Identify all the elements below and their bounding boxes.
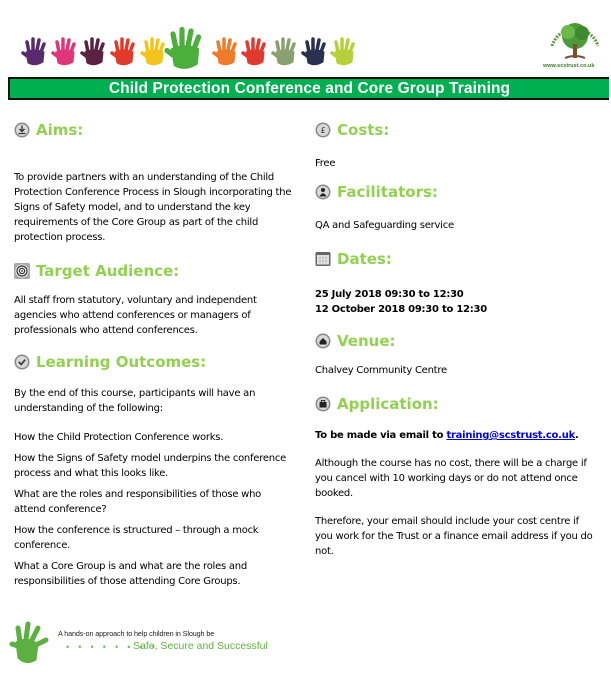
costs-value: Free bbox=[315, 158, 336, 169]
learning-outcomes-intro: By the end of this course, participants will have an understanding of the following: bbox=[14, 388, 256, 414]
left-column bbox=[14, 118, 304, 595]
dates-title: Dates: bbox=[337, 249, 392, 268]
footer-slogan: Safe, Secure and Successful bbox=[133, 640, 268, 652]
tree-logo-icon bbox=[540, 6, 610, 66]
dates-list bbox=[315, 287, 607, 317]
target-audience-title: Target Audience: bbox=[36, 261, 180, 280]
logo-url: www.scstrust.co.uk bbox=[543, 63, 595, 69]
download-icon bbox=[14, 122, 30, 138]
green-hand-icon bbox=[8, 620, 54, 668]
aims-title: Aims: bbox=[36, 120, 84, 139]
learning-outcomes-title: Learning Outcomes: bbox=[36, 352, 207, 371]
facilitators-heading bbox=[315, 180, 607, 204]
application-title: Application: bbox=[337, 394, 439, 413]
svg-text:£: £ bbox=[320, 126, 326, 135]
application-heading bbox=[315, 392, 607, 416]
colorful-hands-image bbox=[20, 18, 365, 70]
venue-title: Venue: bbox=[337, 331, 396, 350]
footer-branding bbox=[8, 622, 268, 667]
cost-centre-text: Therefore, your email should include your cost centre if you work for the Trust or a finance email address if you do not. bbox=[315, 516, 593, 557]
email-link[interactable]: training@scstrust.co.uk bbox=[446, 430, 575, 441]
learning-outcomes-heading bbox=[14, 350, 304, 374]
calendar-icon bbox=[315, 251, 331, 267]
dates-heading bbox=[315, 247, 607, 271]
application-email-line: To be made via email to training@scstrust.co.uk. bbox=[315, 430, 579, 441]
aims-text: To provide partners with an understanding of the Child Protection Conference Process in Slough incorporating the Signs of Safety model, and to understand the key requirements of the Core Group as part of the child protection process. bbox=[14, 172, 292, 243]
page-title: Child Protection Conference and Core Group Training bbox=[108, 79, 511, 97]
right-column bbox=[315, 118, 607, 559]
pound-coin-icon bbox=[315, 122, 331, 138]
list-item: What are the roles and responsibilities of those who attend conference? bbox=[14, 489, 262, 515]
briefcase-icon bbox=[315, 396, 331, 412]
target-audience-text: All staff from statutory, voluntary and independent agencies who attend conferences or managers of professionals who attend conferences. bbox=[14, 295, 257, 336]
footer-tagline: A hands-on approach to help children in Slough be bbox=[58, 629, 215, 638]
facilitators-value: QA and Safeguarding service bbox=[315, 220, 454, 231]
list-item: How the Child Protection Conference works. bbox=[14, 432, 224, 443]
list-item: How the Signs of Safety model underpins the conference process and what this looks like. bbox=[14, 453, 286, 479]
costs-heading bbox=[315, 118, 607, 142]
list-item: What a Core Group is and what are the roles and responsibilities of those attending Core Groups. bbox=[14, 561, 247, 587]
learning-outcomes-list bbox=[14, 430, 304, 589]
checkmark-icon bbox=[14, 354, 30, 370]
title-bar bbox=[8, 77, 609, 100]
person-icon bbox=[315, 184, 331, 200]
facilitators-title: Facilitators: bbox=[337, 182, 438, 201]
target-icon bbox=[14, 263, 30, 279]
date-item: 12 October 2018 09:30 to 12:30 bbox=[315, 304, 487, 315]
aims-heading bbox=[14, 118, 304, 142]
footer-dots: • • • • • • • • bbox=[66, 642, 159, 652]
hands-banner bbox=[20, 20, 365, 70]
home-icon bbox=[315, 333, 331, 349]
costs-title: Costs: bbox=[337, 120, 390, 139]
venue-value: Chalvey Community Centre bbox=[315, 365, 447, 376]
cancellation-charge-text: Although the course has no cost, there will be a charge if you cancel with 10 working days or do not attend once booked. bbox=[315, 458, 587, 499]
target-audience-heading bbox=[14, 259, 304, 283]
date-item: 25 July 2018 09:30 to 12:30 bbox=[315, 289, 464, 300]
venue-heading bbox=[315, 329, 607, 353]
list-item: How the conference is structured – through a mock conference. bbox=[14, 525, 259, 551]
